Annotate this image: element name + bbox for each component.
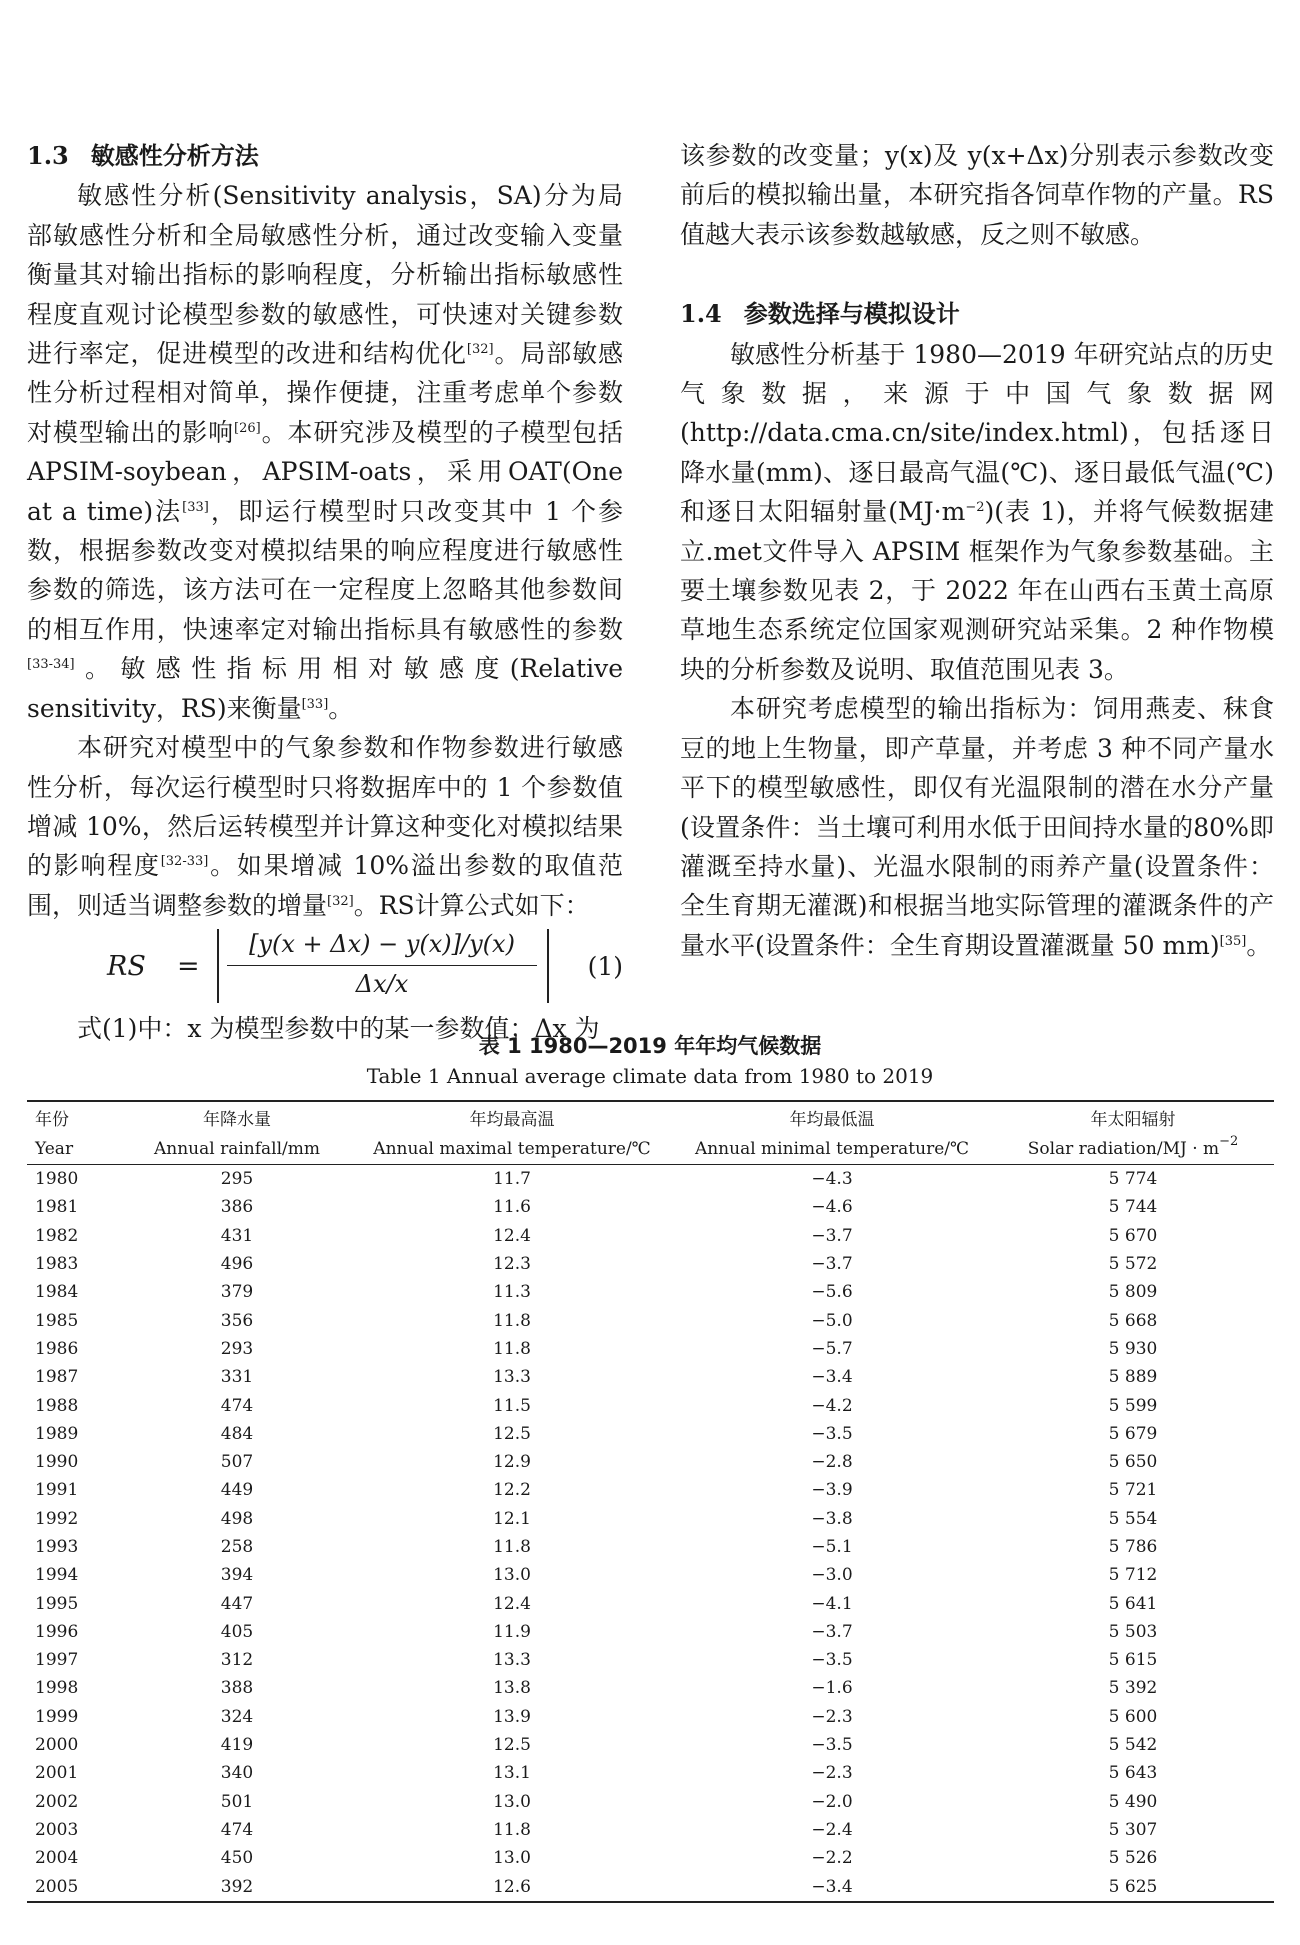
text-run: )(表 1)，并将气候数据建立.met文件导入 APSIM 框架作为气象参数基础。主要土壤参数见表 2，于 2022 年在山西右玉黄土高原草地生态系统定位国家观测研究站采集。2 种作物模块的分析参数及说明、取值范围见表 3。 [680,497,1274,684]
max-temp-cell: 11.8 [493,1310,531,1331]
max-temp-cell: 12.5 [493,1423,531,1444]
text-run: 本研究考虑模型的输出指标为：饲用燕麦、秣食豆的地上生物量，即产草量，并考虑 3 种不同产量水平下的模型敏感性，即仅有光温限制的潜在水分产量(设置条件：当土壤可利用水低于田间持水量的80%即灌溉至持水量)、光温水限制的雨养产量(设置条件：全生育期无灌溉)和根据当地实际管理的灌溉条件的产量水平(设置条件：全生育期设置灌溉量 50 mm) [680,694,1274,960]
rainfall-cell: 295 [220,1169,254,1190]
min-temp-cell: −3.9 [811,1480,853,1501]
max-temp-cell: 13.3 [493,1650,531,1671]
section-title: 参数选择与模拟设计 [743,300,960,329]
year-cell: 1987 [35,1367,79,1388]
equation-number: (1) [587,952,623,982]
formula-numerator: [y(x + Δx) − y(x)]/y(x) [249,930,515,959]
header-cell: Annual rainfall/mm [122,1133,352,1165]
rainfall-cell: 340 [220,1763,254,1784]
rainfall-cell: 474 [220,1395,254,1416]
rainfall-cell: 392 [122,1872,352,1901]
max-temp-cell: 13.3 [493,1367,531,1388]
min-temp-cell: −1.6 [811,1678,853,1699]
rainfall-cell: 447 [220,1593,254,1614]
climate-table [27,1100,1274,1903]
solar-radiation-cell: 5 643 [1108,1763,1158,1784]
header-row-en [27,1133,1274,1165]
solar-radiation-cell: 5 774 [1108,1169,1158,1190]
header-cell: Annual minimal temperature/℃ [672,1133,992,1165]
section-number: 1.3 [27,141,69,170]
min-temp-cell: −2.2 [811,1848,853,1869]
min-temp-cell: −2.0 [811,1791,853,1812]
text-run: 。敏感性指标用相对敏感度(Relative sensitivity，RS)来衡量 [27,654,623,723]
max-temp-cell: 11.9 [493,1621,531,1642]
table-row [27,1505,1274,1533]
rainfall-cell: 258 [220,1537,254,1557]
solar-radiation-cell: 5 721 [1108,1480,1158,1501]
table-row [27,1703,1274,1731]
table-row [27,1278,1274,1306]
min-temp-cell: −3.5 [811,1735,853,1756]
section-title: 敏感性分析方法 [90,142,259,170]
rainfall-cell: 431 [220,1225,254,1246]
solar-radiation-cell: 5 650 [1108,1452,1158,1473]
solar-radiation-cell: 5 930 [1108,1338,1158,1359]
left-column [27,136,623,1049]
rainfall-cell: 312 [220,1650,254,1671]
table-row [27,1306,1274,1334]
table-row [27,1731,1274,1759]
solar-radiation-cell: 5 786 [1108,1537,1158,1557]
max-temp-cell: 11.5 [493,1395,531,1416]
year-cell: 1981 [35,1197,79,1218]
max-temp-cell: 11.8 [493,1819,531,1840]
year-cell: 1982 [35,1225,79,1246]
solar-radiation-cell: 5 392 [1108,1678,1158,1699]
solar-radiation-cell: 5 641 [1108,1593,1158,1614]
header-cell: 年均最高温 [352,1101,672,1133]
table-body [27,1165,1274,1902]
solar-radiation-cell: 5 670 [1108,1225,1158,1246]
table-title-en: Table 1 Annual average climate data from 1980 to 2019 [366,1064,934,1088]
max-temp-cell: 12.1 [493,1508,531,1529]
table-row [27,1222,1274,1250]
paragraph-continuation: 该参数的改变量；y(x)及 y(x+Δx)分别表示参数改变前后的模拟输出量，本研究指各饲草作物的产量。RS 值越大表示该参数越敏感，反之则不敏感。 [680,141,1274,249]
year-cell: 1984 [35,1282,79,1303]
rainfall-cell: 293 [220,1338,254,1359]
min-temp-cell: −3.7 [811,1225,853,1246]
table-row [27,1533,1274,1561]
paragraph-data-source [680,335,1274,690]
rainfall-cell: 386 [220,1197,254,1218]
rainfall-cell: 394 [220,1565,254,1586]
solar-radiation-cell: 5 600 [1108,1706,1158,1727]
rs-formula [27,925,623,1009]
table-row [27,1448,1274,1476]
solar-radiation-cell: 5 668 [1108,1310,1158,1331]
table-row [27,1844,1274,1872]
max-temp-cell: 12.4 [493,1225,531,1246]
year-cell: 1991 [35,1480,79,1501]
text-run: 。 [1246,930,1272,960]
max-temp-cell: 12.6 [352,1872,672,1901]
min-temp-cell: −5.6 [811,1282,853,1303]
rainfall-cell: 379 [220,1282,254,1303]
citation[interactable]: [32] [466,342,494,358]
text-run: 。 [328,693,354,723]
min-temp-cell: −3.7 [811,1621,853,1642]
rainfall-cell: 388 [220,1678,254,1699]
min-temp-cell: −4.2 [811,1395,853,1416]
solar-radiation-cell: 5 503 [1108,1621,1158,1642]
section-number: 1.4 [680,299,722,329]
section-heading-1-3 [27,136,623,176]
table-title-zh: 表 1 1980—2019 年年均气候数据 [478,1034,822,1058]
rainfall-cell: 405 [220,1621,254,1642]
year-cell: 1995 [35,1593,79,1614]
max-temp-cell: 12.4 [493,1593,531,1614]
header-cell: 年均最低温 [672,1101,992,1133]
text-run: 。如果增减 10%溢出参数的取值范围，则适当调整参数的增量 [27,851,623,920]
header-cell [992,1133,1274,1165]
min-temp-cell: −5.0 [811,1310,853,1331]
rainfall-cell: 474 [220,1819,254,1840]
year-cell: 1989 [35,1423,79,1444]
text-run: 。RS计算公式如下： [353,890,590,920]
year-cell: 1999 [35,1706,79,1727]
solar-radiation-cell: 5 809 [1108,1282,1158,1303]
table-row [27,1391,1274,1419]
rainfall-cell: 484 [220,1423,254,1444]
min-temp-cell: −4.6 [811,1197,853,1218]
citation[interactable]: [32-33] [160,854,209,870]
table-row [27,1788,1274,1816]
max-temp-cell: 11.7 [493,1169,531,1190]
header-text: Solar radiation/MJ · m [1027,1138,1220,1159]
table-row [27,1561,1274,1589]
text-run: 敏感性分析基于 1980—2019 年研究站点的历史气象数据，来源于中国气象数据网(http://data.cma.cn/site/index.html)，包括逐日降水量(mm)、逐日最高气温(℃)、逐日最低气温(℃)和逐日太阳辐射量(MJ·m [680,339,1274,527]
paragraph-formula-explanation: 式(1)中：x 为模型参数中的某一参数值；Δx 为 [77,1014,600,1044]
formula-denominator: Δx/x [355,970,409,999]
solar-radiation-cell: 5 744 [1108,1197,1158,1218]
table-row [27,1589,1274,1617]
abs-bar-left [217,929,219,1003]
table-row [27,1335,1274,1363]
min-temp-cell: −3.0 [811,1565,853,1586]
header-row-zh [27,1101,1274,1133]
rainfall-cell: 419 [220,1735,254,1756]
rainfall-cell: 501 [220,1791,254,1812]
max-temp-cell: 11.8 [493,1537,531,1557]
text-run: 。局部敏感性分析过程相对简单，操作便捷，注重考虑单个参数对模型输出的影响 [27,339,623,447]
max-temp-cell: 12.2 [493,1480,531,1501]
min-temp-cell: −2.3 [811,1763,853,1784]
year-cell: 1988 [35,1395,79,1416]
max-temp-cell: 11.6 [493,1197,531,1218]
table-row [27,1193,1274,1221]
max-temp-cell: 13.0 [493,1791,531,1812]
formula-lhs: RS [107,951,146,983]
rainfall-cell: 450 [220,1848,254,1869]
header-cell: Annual maximal temperature/℃ [352,1133,672,1165]
year-cell: 1983 [35,1254,79,1275]
max-temp-cell: 13.8 [493,1678,531,1699]
min-temp-cell: −3.5 [811,1423,853,1444]
min-temp-cell: −2.3 [811,1706,853,1727]
year-cell: 2003 [35,1819,79,1840]
text-run: 。本研究涉及模型的子模型包括 APSIM-soybean，APSIM-oats，采用OAT(One at a time)法 [27,417,623,526]
fraction-line [227,965,537,966]
min-temp-cell: −3.5 [811,1650,853,1671]
rainfall-cell: 449 [220,1480,254,1501]
solar-radiation-cell: 5 625 [992,1872,1274,1901]
year-cell: 1997 [35,1650,79,1671]
text-run: ，即运行模型时只改变其中 1 个参数，根据参数改变对模拟结果的响应程度进行敏感性参数的筛选，该方法可在一定程度上忽略其他参数间的相互作用，快速率定对输出指标具有敏感性的参数 [27,496,623,644]
table-row [27,1476,1274,1504]
header-cell: 年降水量 [122,1101,352,1133]
table-row [27,1872,1274,1901]
spacer [680,254,1274,294]
citation[interactable]: [26] [234,420,261,436]
table-row [27,1816,1274,1844]
year-cell: 1998 [35,1678,79,1699]
max-temp-cell: 12.9 [493,1452,531,1473]
solar-radiation-cell: 5 490 [1108,1791,1158,1812]
min-temp-cell: −5.1 [811,1537,853,1557]
min-temp-cell: −5.7 [811,1338,853,1359]
header-cell: Year [27,1133,122,1165]
min-temp-cell: −2.8 [811,1452,853,1473]
text-run: 本研究对模型中的气象参数和作物参数进行敏感性分析，每次运行模型时只将数据库中的 1 个参数值增减 10%，然后运转模型并计算这种变化对模拟结果的影响程度 [27,733,623,881]
min-temp-cell: −4.1 [811,1593,853,1614]
table-row [27,1646,1274,1674]
min-temp-cell: −2.4 [811,1819,853,1840]
min-temp-cell: −3.4 [672,1872,992,1901]
paragraph-output-indicators [680,689,1274,965]
min-temp-cell: −3.7 [811,1254,853,1275]
max-temp-cell: 12.5 [493,1735,531,1756]
year-cell: 1980 [35,1169,79,1190]
solar-radiation-cell: 5 712 [1108,1565,1158,1586]
table-row [27,1420,1274,1448]
max-temp-cell: 11.8 [493,1338,531,1359]
section-heading-1-4 [680,294,1274,334]
table-row [27,1618,1274,1646]
max-temp-cell: 13.9 [493,1706,531,1727]
citation[interactable]: [35] [1219,933,1247,949]
table-row [27,1674,1274,1702]
solar-radiation-cell: 5 542 [1108,1735,1158,1756]
min-temp-cell: −3.4 [811,1367,853,1388]
max-temp-cell: 13.1 [493,1763,531,1784]
citation[interactable]: [33] [182,499,209,515]
table-row [27,1250,1274,1278]
superscript: −2 [1219,1133,1239,1149]
solar-radiation-cell: 5 889 [1108,1367,1158,1388]
citation[interactable]: [32] [327,893,354,909]
year-cell: 2002 [35,1791,79,1812]
year-cell: 1996 [35,1621,79,1642]
rainfall-cell: 324 [220,1706,254,1727]
max-temp-cell: 11.3 [493,1282,531,1303]
rainfall-cell: 507 [220,1452,254,1473]
paragraph-method [27,728,623,925]
max-temp-cell: 13.0 [493,1565,531,1586]
table-row [27,1363,1274,1391]
year-cell: 1986 [35,1338,79,1359]
citation[interactable]: [33-34] [27,657,75,673]
table-row [27,1759,1274,1787]
solar-radiation-cell: 5 526 [1108,1848,1158,1869]
table-row [27,1165,1274,1194]
header-cell: 年太阳辐射 [992,1101,1274,1133]
min-temp-cell: −3.8 [811,1508,853,1529]
solar-radiation-cell: 5 307 [1108,1819,1158,1840]
year-cell: 1992 [35,1508,79,1529]
year-cell: 1985 [35,1310,79,1331]
abs-bar-right [547,929,549,1003]
year-cell: 2004 [35,1848,79,1869]
year-cell: 1993 [35,1537,79,1557]
year-cell: 2000 [35,1735,79,1756]
solar-radiation-cell: 5 599 [1108,1395,1158,1416]
solar-radiation-cell: 5 679 [1108,1423,1158,1444]
citation[interactable]: [33] [301,696,329,712]
superscript: −2 [965,500,985,516]
text-run: 敏感性分析(Sensitivity analysis，SA)分为局部敏感性分析和全局敏感性分析，通过改变输入变量衡量其对输出指标的影响程度，分析输出指标敏感性程度直观讨论模型参数的敏感性，可快速对关键参数进行率定，促进模型的改进和结构优化 [27,181,623,369]
paragraph-sensitivity-analysis [27,176,623,728]
rainfall-cell: 498 [220,1508,254,1529]
year-cell: 1994 [35,1565,79,1586]
rainfall-cell: 356 [220,1310,254,1331]
solar-radiation-cell: 5 615 [1108,1650,1158,1671]
max-temp-cell: 12.3 [493,1254,531,1275]
solar-radiation-cell: 5 572 [1108,1254,1158,1275]
solar-radiation-cell: 5 554 [1108,1508,1158,1529]
right-column [680,136,1274,965]
max-temp-cell: 13.0 [493,1848,531,1869]
rainfall-cell: 331 [220,1367,254,1388]
rainfall-cell: 496 [220,1254,254,1275]
formula-equals: = [177,951,200,983]
year-cell: 2005 [27,1872,122,1901]
year-cell: 1990 [35,1452,79,1473]
header-cell: 年份 [27,1101,122,1133]
min-temp-cell: −4.3 [811,1169,853,1190]
year-cell: 2001 [35,1763,79,1784]
